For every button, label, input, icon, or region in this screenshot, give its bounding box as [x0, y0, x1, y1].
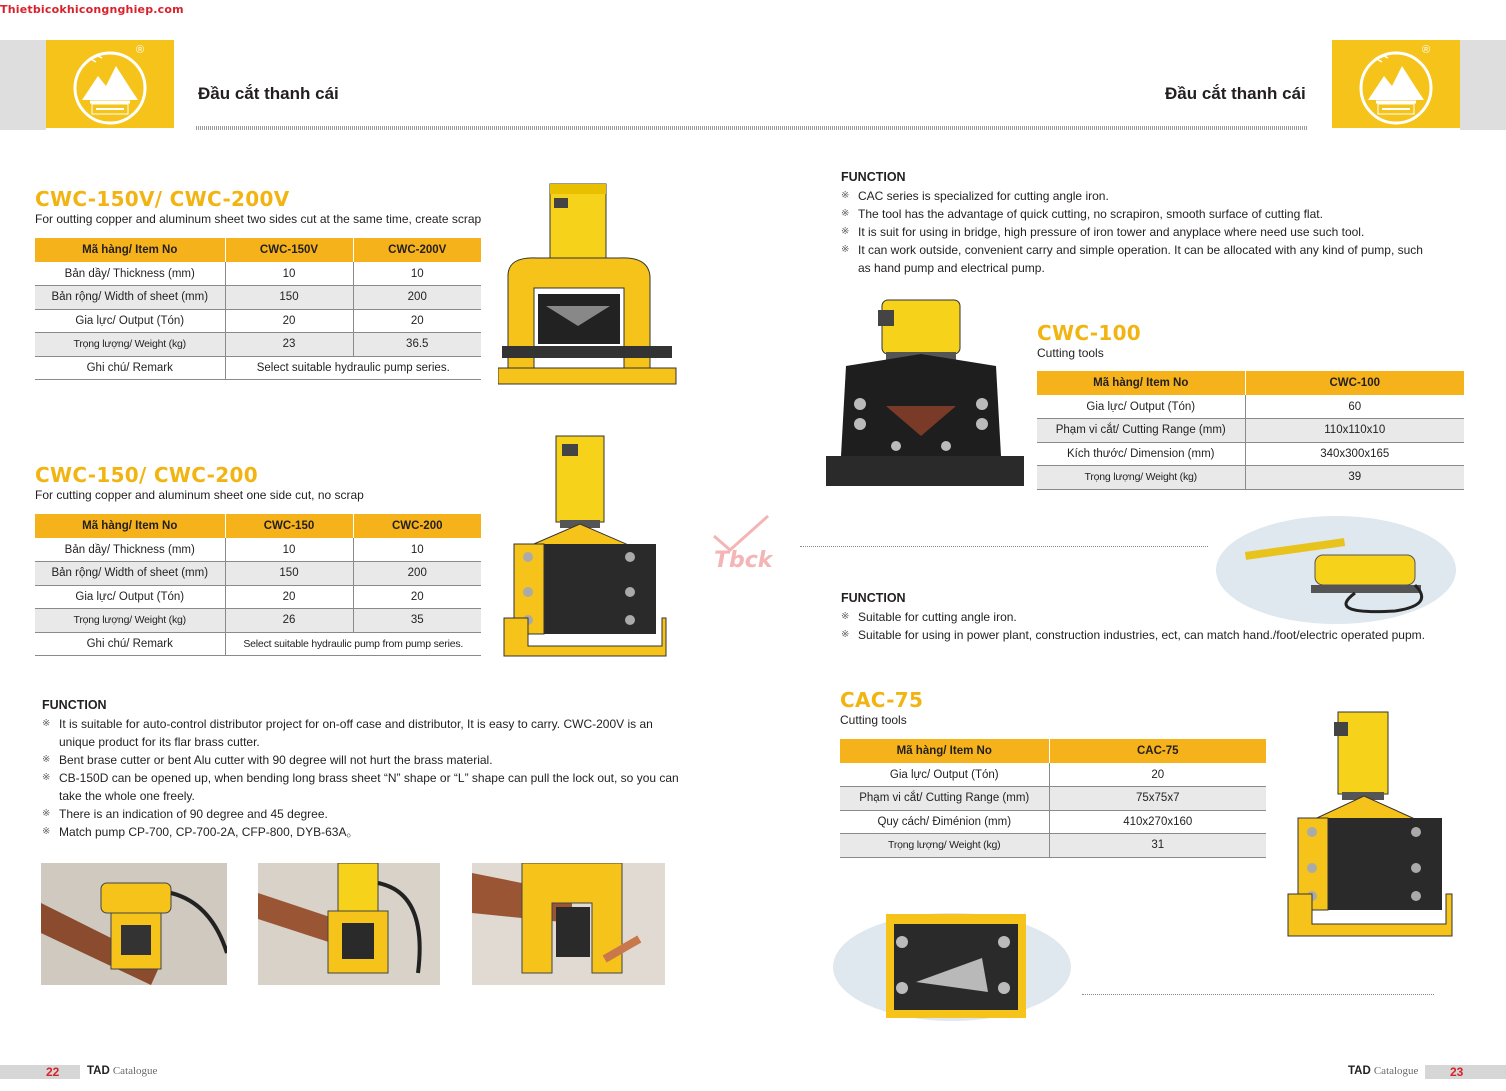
brand-suffix: Catalogue — [1373, 1065, 1419, 1077]
header-divider — [196, 126, 1308, 130]
mountain-logo-icon — [70, 48, 150, 126]
table-cell: 31 — [1049, 834, 1266, 858]
brand-logo-right — [1332, 40, 1460, 128]
list-item: ※ It is suit for using in bridge, high pressure of iron tower and anyplace where need use such tool. — [841, 223, 1431, 241]
model-title-cac-75: CAC-75 — [840, 688, 924, 712]
function-title-cwc-100: FUNCTION — [841, 591, 906, 605]
table-row — [35, 262, 481, 286]
table-row — [1037, 395, 1464, 419]
table-row — [35, 286, 481, 310]
table-cell: 110x110x10 — [1245, 419, 1464, 443]
cwc-100-product-image — [826, 296, 1024, 492]
table-header-cell: CWC-100 — [1245, 371, 1464, 395]
model-subtitle-cac-75: Cutting tools — [840, 713, 907, 727]
page-title-right: Đầu cắt thanh cái — [1165, 84, 1306, 103]
spec-table-cwc — [35, 514, 481, 656]
model-subtitle-cwc-100: Cutting tools — [1037, 346, 1104, 360]
model-title-cwc: CWC-150/ CWC-200 — [35, 463, 258, 487]
cwc-product-image — [500, 432, 672, 664]
table-cell: 35 — [353, 609, 481, 633]
table-cell: 26 — [225, 609, 353, 633]
table-row — [35, 585, 481, 609]
table-cell: Trọng lượng/ Weight (kg) — [840, 834, 1049, 858]
brand-name: TAD — [87, 1065, 110, 1077]
table-header-cell: CWC-150 — [225, 514, 353, 538]
header-band-right — [1460, 40, 1506, 130]
table-cell: 200 — [353, 562, 481, 586]
function-title-cac: FUNCTION — [841, 170, 906, 184]
table-row — [1037, 466, 1464, 490]
table-cell: Gia lực/ Output (Tón) — [840, 763, 1049, 787]
table-row — [35, 333, 481, 357]
table-cell: Bản dầy/ Thickness (mm) — [35, 538, 225, 562]
mountain-logo-icon — [1356, 48, 1436, 126]
table-header-cell: CWC-150V — [225, 238, 353, 262]
function-list-cwc-100 — [841, 608, 1481, 644]
header-band-left — [0, 40, 46, 130]
table-row — [35, 538, 481, 562]
cwc-v-product-image — [498, 176, 680, 392]
spec-table-cac-75 — [840, 739, 1266, 858]
page-number-left: 22 — [46, 1065, 60, 1079]
list-item: ※ The tool has the advantage of quick cutting, no scrapiron, smooth surface of cutting flat. — [841, 205, 1431, 223]
section-divider — [800, 546, 1208, 547]
list-item: ※ It can work outside, convenient carry and simple operation. It can be allocated with any kind of pump, such as hand pump and electrical pump. — [841, 241, 1431, 277]
table-header-row — [35, 514, 481, 538]
footer-brand-right — [1348, 1065, 1418, 1077]
table-cell: Bản rộng/ Width of sheet (mm) — [35, 562, 225, 586]
page-title-left: Đầu cắt thanh cái — [198, 84, 339, 103]
table-row — [840, 810, 1266, 834]
list-item: ※ Match pump CP-700, CP-700-2A, CFP-800, DYB-63A。 — [42, 823, 682, 841]
table-header-cell: CAC-75 — [1049, 739, 1266, 763]
table-row — [35, 632, 481, 656]
table-cell: Trọng lượng/ Weight (kg) — [35, 609, 225, 633]
spec-table-cwc-v — [35, 238, 481, 380]
table-cell: 20 — [353, 309, 481, 333]
list-item: ※ It is suitable for auto-control distributor project for on-off case and distributor, It is easy to carry. CWC-200V is an unique product for its flar brass cutter. — [42, 715, 682, 751]
usage-photo-3 — [472, 863, 665, 985]
table-header-cell: Mã hàng/ Item No — [35, 514, 225, 538]
table-header-cell: Mã hàng/ Item No — [35, 238, 225, 262]
table-cell: Quy cách/ Điménion (mm) — [840, 810, 1049, 834]
table-row — [1037, 419, 1464, 443]
check-mark-icon — [712, 514, 770, 554]
list-item: ※ There is an indication of 90 degree and 45 degree. — [42, 805, 682, 823]
table-cell: 10 — [353, 262, 481, 286]
table-cell: Gia lực/ Output (Tón) — [1037, 395, 1245, 419]
table-cell: 10 — [225, 538, 353, 562]
cac-75-detail-image — [832, 912, 1072, 1022]
usage-photo-2 — [258, 863, 440, 985]
table-row — [35, 356, 481, 380]
table-header-row — [35, 238, 481, 262]
table-header-cell: Mã hàng/ Item No — [840, 739, 1049, 763]
table-cell: 20 — [225, 585, 353, 609]
table-cell: 10 — [225, 262, 353, 286]
list-item: ※ Suitable for cutting angle iron. — [841, 608, 1481, 626]
table-cell: Select suitable hydraulic pump series. — [225, 356, 481, 380]
page-number-right: 23 — [1450, 1065, 1464, 1079]
table-cell: 410x270x160 — [1049, 810, 1266, 834]
list-item: ※ CB-150D can be opened up, when bending long brass sheet “N” shape or “L” shape can pull the lock out, so you can take the whole one freely. — [42, 769, 682, 805]
table-cell: Phạm vi cắt/ Cutting Range (mm) — [1037, 419, 1245, 443]
table-cell: Trọng lượng/ Weight (kg) — [35, 333, 225, 357]
list-item: ※ Bent brase cutter or bent Alu cutter with 90 degree will not hurt the brass material. — [42, 751, 682, 769]
table-cell: 36.5 — [353, 333, 481, 357]
table-cell: Kích thước/ Dimension (mm) — [1037, 442, 1245, 466]
center-watermark: Tbck — [714, 548, 773, 573]
footer-bar-left — [0, 1065, 80, 1079]
table-cell: 60 — [1245, 395, 1464, 419]
table-header-row — [1037, 371, 1464, 395]
table-cell: 10 — [353, 538, 481, 562]
table-row — [35, 309, 481, 333]
table-cell: Ghi chú/ Remark — [35, 632, 225, 656]
table-cell: 39 — [1245, 466, 1464, 490]
model-subtitle-cwc-v: For outting copper and aluminum sheet two sides cut at the same time, create scrap — [35, 212, 482, 226]
table-row — [840, 834, 1266, 858]
table-cell: Gia lực/ Output (Tón) — [35, 585, 225, 609]
list-item: ※ CAC series is specialized for cutting angle iron. — [841, 187, 1431, 205]
spec-table-cwc-100 — [1037, 371, 1464, 490]
function-title-left: FUNCTION — [42, 698, 107, 712]
function-list-cac — [841, 187, 1431, 277]
table-cell: Ghi chú/ Remark — [35, 356, 225, 380]
table-cell: 23 — [225, 333, 353, 357]
table-row — [840, 763, 1266, 787]
table-header-cell: CWC-200V — [353, 238, 481, 262]
table-row — [35, 562, 481, 586]
brand-suffix: Catalogue — [112, 1065, 158, 1077]
table-row — [840, 787, 1266, 811]
table-row — [35, 609, 481, 633]
table-cell: Bản rộng/ Width of sheet (mm) — [35, 286, 225, 310]
site-watermark: Thietbicokhicongnghiep.com — [0, 3, 184, 16]
table-cell: 200 — [353, 286, 481, 310]
cac-75-product-image — [1286, 708, 1456, 944]
table-cell: Gia lực/ Output (Tón) — [35, 309, 225, 333]
table-cell: 20 — [1049, 763, 1266, 787]
registered-mark: ® — [136, 44, 145, 56]
footer-bar-right — [1425, 1065, 1506, 1079]
table-header-row — [840, 739, 1266, 763]
table-cell: 340x300x165 — [1245, 442, 1464, 466]
table-cell: 150 — [225, 286, 353, 310]
brand-name: TAD — [1348, 1065, 1371, 1077]
table-cell: 150 — [225, 562, 353, 586]
table-cell: Bản dầy/ Thickness (mm) — [35, 262, 225, 286]
table-header-cell: CWC-200 — [353, 514, 481, 538]
table-cell: Trọng lượng/ Weight (kg) — [1037, 466, 1245, 490]
table-cell: 75x75x7 — [1049, 787, 1266, 811]
model-title-cwc-v: CWC-150V/ CWC-200V — [35, 187, 290, 211]
table-cell: 20 — [225, 309, 353, 333]
registered-mark: ® — [1422, 44, 1431, 56]
brand-logo-left — [46, 40, 174, 128]
table-cell: Select suitable hydraulic pump from pump series. — [225, 632, 481, 656]
section-divider — [1082, 994, 1434, 995]
list-item: ※ Suitable for using in power plant, construction industries, ect, can match hand./foot/electric operated pupm. — [841, 626, 1481, 644]
function-list-left — [42, 715, 682, 841]
table-cell: 20 — [353, 585, 481, 609]
model-title-cwc-100: CWC-100 — [1037, 321, 1142, 345]
model-subtitle-cwc: For cutting copper and aluminum sheet one side cut, no scrap — [35, 488, 364, 502]
table-cell: Phạm vi cắt/ Cutting Range (mm) — [840, 787, 1049, 811]
usage-photo-1 — [41, 863, 227, 985]
footer-brand-left — [87, 1065, 157, 1077]
table-row — [1037, 442, 1464, 466]
table-header-cell: Mã hàng/ Item No — [1037, 371, 1245, 395]
